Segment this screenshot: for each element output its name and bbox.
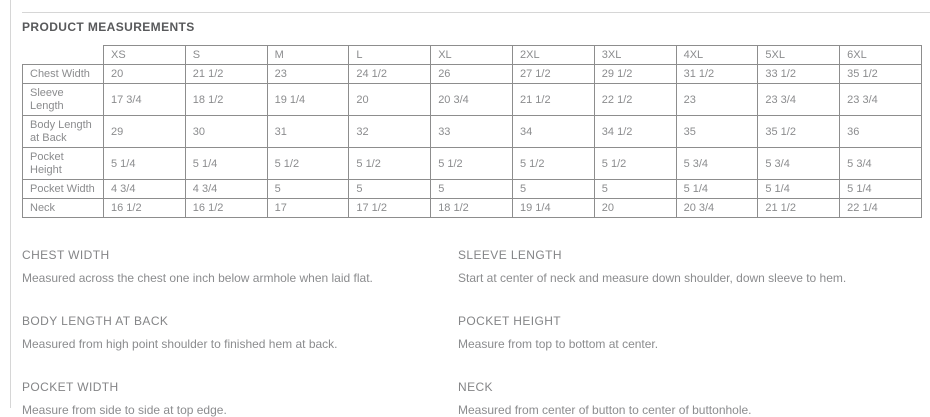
definition-description: Start at center of neck and measure down shoulder, down sleeve to hem. — [458, 271, 847, 285]
definition-term: CHEST WIDTH — [22, 248, 110, 262]
size-column-header-xl: XL — [431, 46, 513, 65]
size-cell: 20 — [104, 65, 186, 84]
row-label: Pocket Height — [23, 148, 104, 180]
size-cell: 18 1/2 — [185, 84, 267, 116]
size-cell: 17 — [267, 199, 349, 218]
size-cell: 5 1/4 — [758, 180, 840, 199]
definition-term: BODY LENGTH AT BACK — [22, 314, 169, 328]
size-cell: 5 — [267, 180, 349, 199]
size-cell: 16 1/2 — [104, 199, 186, 218]
definition-term: SLEEVE LENGTH — [458, 248, 562, 262]
size-column-header-5xl: 5XL — [758, 46, 840, 65]
size-cell: 29 — [104, 116, 186, 148]
size-cell: 5 1/2 — [512, 148, 594, 180]
size-column-header-l: L — [349, 46, 431, 65]
size-column-header-6xl: 6XL — [840, 46, 922, 65]
size-cell: 26 — [431, 65, 513, 84]
table-row-chest-width — [23, 65, 922, 84]
size-cell: 5 1/4 — [840, 180, 922, 199]
table-row-neck — [23, 199, 922, 218]
size-cell: 20 — [349, 84, 431, 116]
size-column-header-4xl: 4XL — [676, 46, 758, 65]
definition-description: Measure from top to bottom at center. — [458, 337, 659, 351]
definition-neck — [458, 380, 922, 417]
size-cell: 23 — [676, 84, 758, 116]
size-cell: 33 — [431, 116, 513, 148]
size-cell: 21 1/2 — [512, 84, 594, 116]
table-row-pocket-width — [23, 180, 922, 199]
definition-description: Measured from high point shoulder to finished hem at back. — [22, 337, 338, 351]
size-cell: 35 1/2 — [840, 65, 922, 84]
size-cell: 5 — [349, 180, 431, 199]
size-cell: 5 1/4 — [185, 148, 267, 180]
definition-description: Measured across the chest one inch below armhole when laid flat. — [22, 271, 373, 285]
definition-term: POCKET HEIGHT — [458, 314, 561, 328]
definition-body-length-at-back — [22, 314, 458, 351]
size-cell: 5 3/4 — [840, 148, 922, 180]
size-measurements-table — [22, 45, 922, 218]
definition-term: NECK — [458, 380, 493, 394]
row-label: Sleeve Length — [23, 84, 104, 116]
size-cell: 17 3/4 — [104, 84, 186, 116]
size-column-header-m: M — [267, 46, 349, 65]
definition-sleeve-length — [458, 248, 922, 285]
size-cell: 20 — [594, 199, 676, 218]
size-cell: 22 1/4 — [840, 199, 922, 218]
size-cell: 32 — [349, 116, 431, 148]
table-row-sleeve-length — [23, 84, 922, 116]
size-cell: 5 1/4 — [676, 180, 758, 199]
size-column-header-s: S — [185, 46, 267, 65]
size-cell: 5 1/2 — [349, 148, 431, 180]
size-cell: 24 1/2 — [349, 65, 431, 84]
size-cell: 5 1/2 — [594, 148, 676, 180]
size-cell: 5 — [594, 180, 676, 199]
definition-chest-width — [22, 248, 458, 285]
size-cell: 31 — [267, 116, 349, 148]
definition-term: POCKET WIDTH — [22, 380, 119, 394]
size-cell: 18 1/2 — [431, 199, 513, 218]
size-cell: 34 1/2 — [594, 116, 676, 148]
size-cell: 20 3/4 — [431, 84, 513, 116]
size-cell: 5 3/4 — [758, 148, 840, 180]
size-cell: 21 1/2 — [185, 65, 267, 84]
measurement-definitions — [22, 248, 930, 417]
size-cell: 5 1/2 — [267, 148, 349, 180]
size-cell: 27 1/2 — [512, 65, 594, 84]
size-cell: 20 3/4 — [676, 199, 758, 218]
size-cell: 33 1/2 — [758, 65, 840, 84]
size-cell: 34 — [512, 116, 594, 148]
size-cell: 23 — [267, 65, 349, 84]
size-column-header-3xl: 3XL — [594, 46, 676, 65]
product-measurements-section — [22, 12, 930, 417]
row-label: Body Length at Back — [23, 116, 104, 148]
size-cell: 36 — [840, 116, 922, 148]
size-cell: 29 1/2 — [594, 65, 676, 84]
size-cell: 5 3/4 — [676, 148, 758, 180]
corner-cell — [23, 46, 104, 65]
size-cell: 35 — [676, 116, 758, 148]
size-cell: 17 1/2 — [349, 199, 431, 218]
size-cell: 21 1/2 — [758, 199, 840, 218]
size-column-header-xs: XS — [104, 46, 186, 65]
size-cell: 19 1/4 — [267, 84, 349, 116]
size-cell: 19 1/4 — [512, 199, 594, 218]
page-left-rule — [10, 0, 11, 408]
definition-description: Measure from side to side at top edge. — [22, 403, 227, 417]
size-cell: 23 3/4 — [840, 84, 922, 116]
size-cell: 16 1/2 — [185, 199, 267, 218]
row-label: Neck — [23, 199, 104, 218]
size-cell: 23 3/4 — [758, 84, 840, 116]
size-cell: 5 1/2 — [431, 148, 513, 180]
size-cell: 4 3/4 — [104, 180, 186, 199]
size-column-header-2xl: 2XL — [512, 46, 594, 65]
row-label: Pocket Width — [23, 180, 104, 199]
row-label: Chest Width — [23, 65, 104, 84]
table-row-body-length-at-back — [23, 116, 922, 148]
size-cell: 35 1/2 — [758, 116, 840, 148]
size-cell: 30 — [185, 116, 267, 148]
definition-pocket-width — [22, 380, 458, 417]
definition-description: Measured from center of button to center of buttonhole. — [458, 403, 752, 417]
size-cell: 5 — [512, 180, 594, 199]
size-cell: 5 1/4 — [104, 148, 186, 180]
section-title: PRODUCT MEASUREMENTS — [22, 20, 195, 34]
size-cell: 31 1/2 — [676, 65, 758, 84]
size-cell: 4 3/4 — [185, 180, 267, 199]
size-cell: 5 — [431, 180, 513, 199]
definition-pocket-height — [458, 314, 922, 351]
size-header-row — [23, 46, 922, 65]
size-cell: 22 1/2 — [594, 84, 676, 116]
table-row-pocket-height — [23, 148, 922, 180]
